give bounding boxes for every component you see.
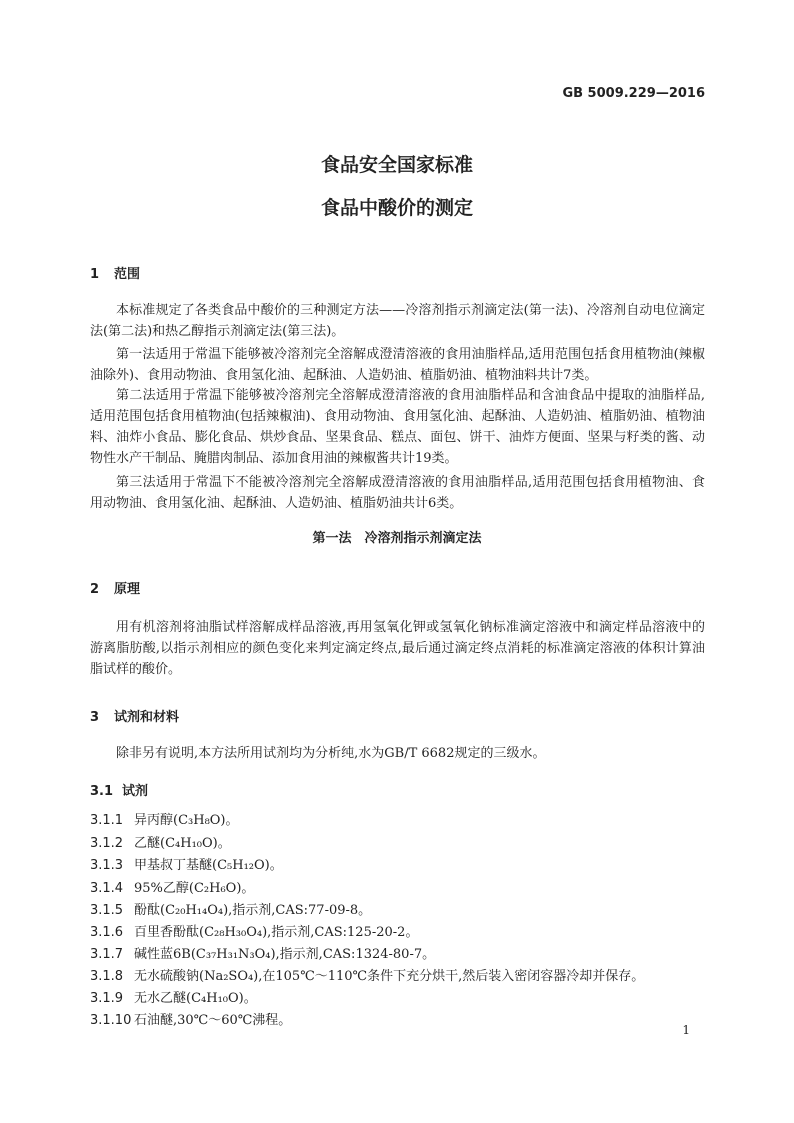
subsection-heading-reagents bbox=[90, 780, 148, 799]
reagent-item bbox=[90, 1009, 291, 1028]
reagent-item bbox=[90, 943, 435, 962]
title-standard: 食品安全国家标准 bbox=[320, 154, 473, 176]
item-text: 甲基叔丁基醚(C₅H₁₂O)。 bbox=[134, 858, 283, 873]
method-heading: 第一法 冷溶剂指示剂滴定法 bbox=[312, 531, 482, 546]
item-number: 3.1.4 bbox=[90, 881, 124, 896]
reagent-item bbox=[90, 921, 418, 940]
item-number: 3.1.8 bbox=[90, 969, 124, 984]
section-heading-principle bbox=[90, 578, 140, 597]
item-text: 百里香酚酞(C₂₈H₃₀O₄),指示剂,CAS:125-20-2。 bbox=[134, 925, 419, 940]
title-method: 食品中酸价的测定 bbox=[320, 197, 473, 219]
item-text: 乙醚(C₄H₁₀O)。 bbox=[134, 836, 231, 851]
section-title: 试剂和材料 bbox=[114, 710, 180, 725]
paragraph: 第一法适用于常温下能够被冷溶剂完全溶解成澄清溶液的食用油脂样品,适用范围包括食用植物油(辣椒油除外)、食用动物油、食用氢化油、起酥油、人造奶油、植脂奶油、植物油料共计7类。 bbox=[90, 347, 705, 383]
item-number: 3.1.3 bbox=[90, 858, 124, 873]
item-number: 3.1.2 bbox=[90, 836, 124, 851]
section-number: 1 bbox=[90, 267, 100, 282]
paragraph: 第二法适用于常温下能够被冷溶剂完全溶解成澄清溶液的食用油脂样品和含油食品中提取的油脂样品,适用范围包括食用植物油(包括辣椒油)、食用动物油、食用氢化油、起酥油、人造奶油、植脂奶油、植物油料、油炸小食品、膨化食品、烘炒食品、坚果食品、糕点、面包、饼干、油炸方便面、坚果与籽类的酱、动物性水产干制品、腌腊肉制品、添加食用油的辣椒酱共计19类。 bbox=[90, 388, 705, 466]
reagent-item bbox=[90, 965, 644, 984]
paragraph: 本标准规定了各类食品中酸价的三种测定方法——冷溶剂指示剂滴定法(第一法)、冷溶剂自动电位滴定法(第二法)和热乙醇指示剂滴定法(第三法)。 bbox=[90, 303, 705, 339]
document-code: GB 5009.229—2016 bbox=[562, 86, 705, 101]
paragraph: 除非另有说明,本方法所用试剂均为分析纯,水为GB/T 6682规定的三级水。 bbox=[116, 746, 546, 761]
section-title: 范围 bbox=[114, 267, 141, 282]
reagent-item bbox=[90, 899, 371, 918]
item-number: 3.1.6 bbox=[90, 925, 124, 940]
reagent-item bbox=[90, 809, 239, 828]
item-number: 3.1.1 bbox=[90, 813, 124, 828]
section-number: 2 bbox=[90, 582, 100, 597]
section-title: 试剂 bbox=[122, 784, 149, 799]
item-text: 无水硫酸钠(Na₂SO₄),在105℃～110℃条件下充分烘干,然后装入密闭容器冷却并保存。 bbox=[134, 969, 645, 984]
item-number: 3.1.5 bbox=[90, 903, 124, 918]
item-number: 3.1.10 bbox=[90, 1013, 132, 1028]
page-number: 1 bbox=[682, 1023, 690, 1037]
reagent-item bbox=[90, 854, 283, 873]
item-text: 酚酞(C₂₀H₁₄O₄),指示剂,CAS:77-09-8。 bbox=[134, 903, 372, 918]
item-text: 无水乙醚(C₄H₁₀O)。 bbox=[134, 991, 257, 1006]
reagent-item bbox=[90, 832, 231, 851]
section-heading-scope bbox=[90, 263, 140, 282]
section-number: 3 bbox=[90, 710, 100, 725]
item-number: 3.1.9 bbox=[90, 991, 124, 1006]
section-heading-reagents bbox=[90, 706, 179, 725]
reagent-item bbox=[90, 877, 254, 896]
item-text: 异丙醇(C₃H₈O)。 bbox=[134, 813, 239, 828]
section-number: 3.1 bbox=[90, 784, 114, 799]
item-text: 95%乙醇(C₂H₆O)。 bbox=[134, 881, 255, 896]
reagent-item bbox=[90, 987, 257, 1006]
item-text: 石油醚,30℃～60℃沸程。 bbox=[134, 1013, 292, 1028]
paragraph: 第三法适用于常温下不能被冷溶剂完全溶解成澄清溶液的食用油脂样品,适用范围包括食用植物油、食用动物油、食用氢化油、起酥油、人造奶油、植脂奶油共计6类。 bbox=[90, 475, 705, 511]
item-text: 碱性蓝6B(C₃₇H₃₁N₃O₄),指示剂,CAS:1324-80-7。 bbox=[134, 947, 436, 962]
section-title: 原理 bbox=[114, 582, 141, 597]
paragraph: 用有机溶剂将油脂试样溶解成样品溶液,再用氢氧化钾或氢氧化钠标准滴定溶液中和滴定样品溶液中的游离脂肪酸,以指示剂相应的颜色变化来判定滴定终点,最后通过滴定终点消耗的标准滴定溶液的体积计算油脂试样的酸价。 bbox=[90, 620, 705, 677]
item-number: 3.1.7 bbox=[90, 947, 124, 962]
